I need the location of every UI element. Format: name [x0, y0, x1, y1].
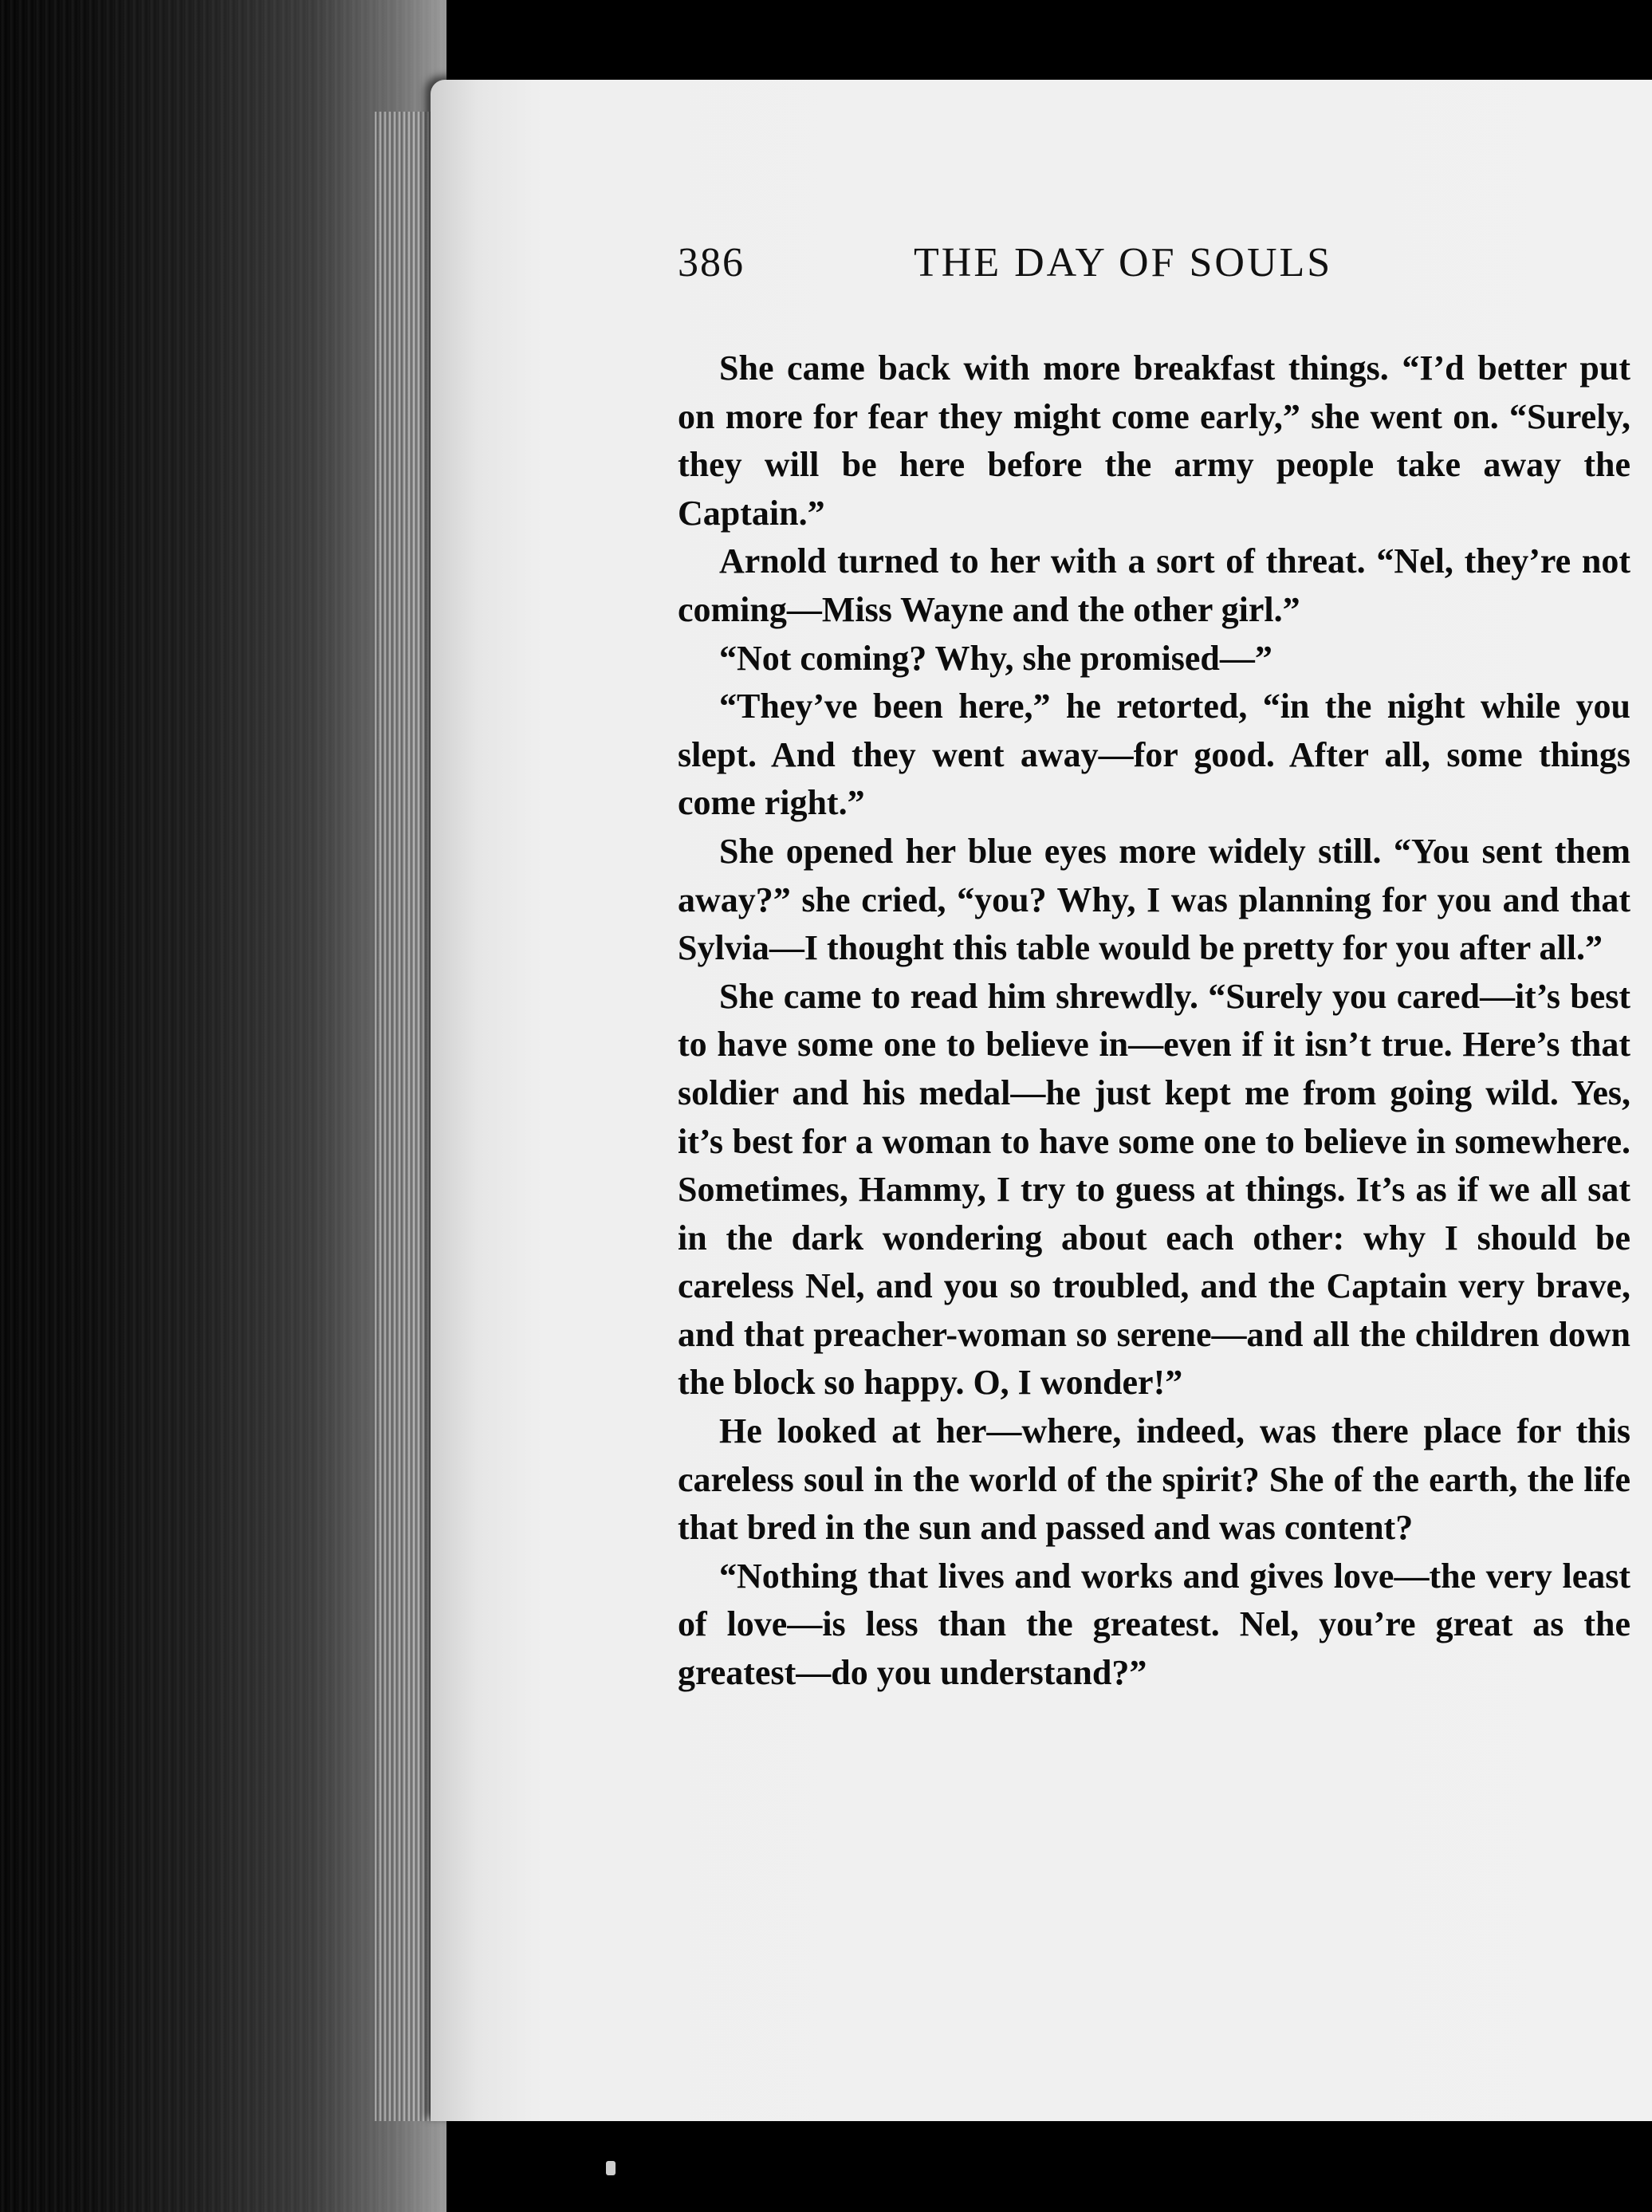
paragraph: She came to read him shrewdly. “Surely you cared—it’s best to have some one to believe in—even if it isn’t true. Here’s that soldier and his medal—he just kept me from going wild. Yes, it’s best for a woman to have some one to believe in somewhere. Sometimes, Hammy, I try to guess at things. It’s as if we all sat in the dark wondering about each other: why I should be careless Nel, and you so troubled, and the Captain very brave, and that preacher-woman so serene—and all the children down the block so happy. O, I wonder!”: [678, 976, 1630, 1403]
paragraph: Arnold turned to her with a sort of threat. “Nel, they’re not coming—Miss Wayne and the other girl.”: [678, 541, 1630, 629]
page-number: 386: [678, 240, 745, 285]
body-text: [678, 344, 1630, 1698]
paragraph: “Not coming? Why, she promised—”: [719, 638, 1272, 678]
scan-artifact: [606, 2161, 616, 2175]
page-stack-edges: [375, 112, 431, 2121]
paragraph: She came back with more breakfast things. “I’d better put on more for fear they might come early,” she went on. “Surely, they will be here before the army people take away the Captain.”: [678, 348, 1630, 533]
paragraph: She opened her blue eyes more widely still. “You sent them away?” she cried, “you? Why, I was planning for you and that Sylvia—I thought this table would be pretty for you after all.”: [678, 831, 1630, 968]
paragraph: He looked at her—where, indeed, was there place for this careless soul in the world of the spirit? She of the earth, the life that bred in the sun and passed and was content?: [678, 1411, 1630, 1548]
paragraph: “They’ve been here,” he retorted, “in the night while you slept. And they went away—for good. After all, some things come right.”: [678, 687, 1630, 823]
paragraph: “Nothing that lives and works and gives love—the very least of love—is less than the greatest. Nel, you’re great as the greatest—do you understand?”: [678, 1556, 1630, 1693]
running-title: THE DAY OF SOULS: [914, 240, 1333, 285]
